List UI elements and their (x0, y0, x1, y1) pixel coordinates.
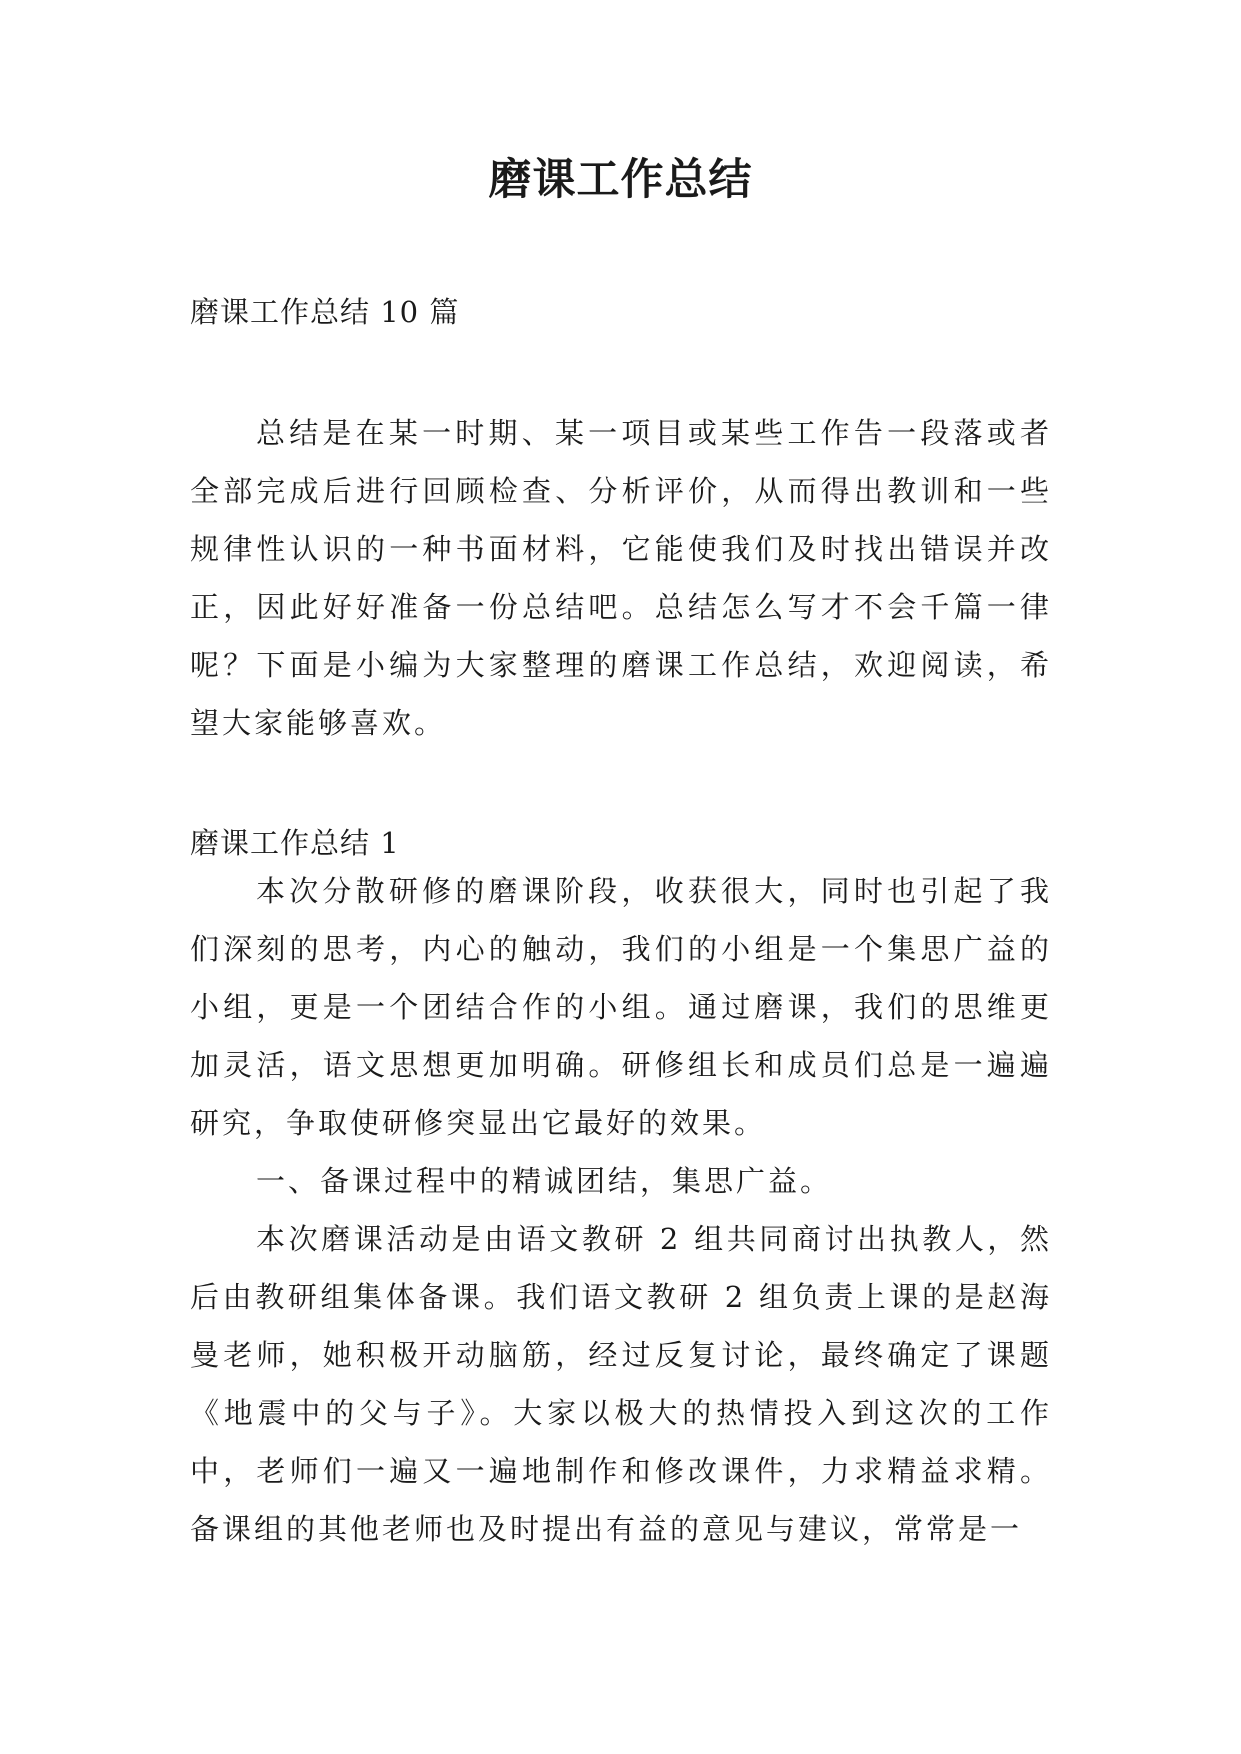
body-paragraph: 本次分散研修的磨课阶段，收获很大，同时也引起了我们深刻的思考，内心的触动，我们的小组是一个集思广益的小组，更是一个团结合作的小组。通过磨课，我们的思维更加灵活，语文思想更加明确。研修组长和成员们总是一遍遍研究，争取使研修突显出它最好的效果。 (190, 874, 1052, 1140)
body-paragraph: 本次磨课活动是由语文教研 2 组共同商讨出执教人，然后由教研组集体备课。我们语文教研 2 组负责上课的是赵海曼老师，她积极开动脑筋，经过反复讨论，最终确定了课题《地震中的父与子》。大家以极大的热情投入到这次的工作中，老师们一遍又一遍地制作和修改课件，力求精益求精。备课组的其他老师也及时提出有益的意见与建议，常常是一 (190, 1222, 1052, 1546)
body-subheading: 一、备课过程中的精诚团结，集思广益。 (256, 1164, 833, 1198)
intro-block (190, 404, 1052, 752)
document-title: 磨课工作总结 (488, 155, 753, 205)
intro-paragraph: 总结是在某一时期、某一项目或某些工作告一段落或者全部完成后进行回顾检查、分析评价，从而得出教训和一些规律性认识的一种书面材料，它能使我们及时找出错误并改正，因此好好准备一份总结吧。总结怎么写才不会千篇一律呢？下面是小编为大家整理的磨课工作总结，欢迎阅读，希望大家能够喜欢。 (190, 416, 1052, 740)
section-heading: 磨课工作总结 1 (190, 826, 400, 860)
document-subtitle: 磨课工作总结 10 篇 (190, 295, 460, 329)
section-body (190, 862, 1052, 1558)
